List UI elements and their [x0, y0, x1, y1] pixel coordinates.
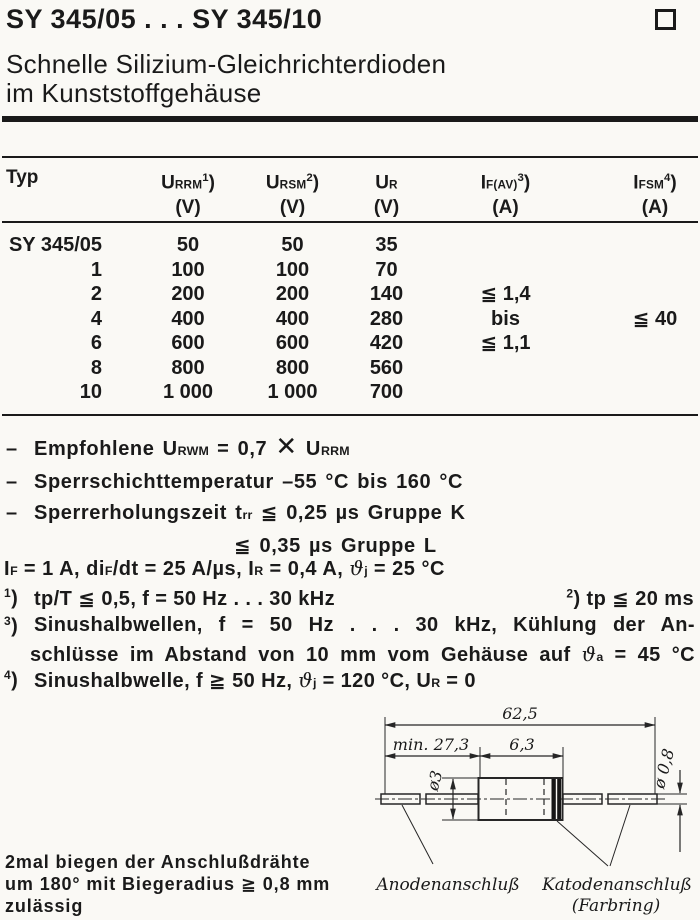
- footnote-marker: $^3$): [4, 614, 19, 638]
- cell-ursm: 200: [275, 283, 310, 305]
- cathode-band-leader-line: [557, 821, 608, 866]
- cell-ursm: 100: [275, 258, 310, 281]
- bend-note-line2: um 180° mit Biegeradius ≧ 0,8 mm: [5, 874, 331, 894]
- cell-ursm: 400: [275, 307, 310, 330]
- column-header-ursm: [250, 167, 335, 219]
- footnote-row-1-2: [4, 586, 694, 611]
- cell-ifsm: [565, 282, 700, 307]
- column-unit: (A): [641, 197, 669, 219]
- cell-ur: 420: [369, 332, 404, 354]
- note-junction-temperature: – Sperrschichttemperatur –55 °C bis 160 °C: [6, 467, 696, 498]
- dash-bullet: –: [6, 471, 18, 493]
- dimension-total-label: 62,5: [502, 704, 538, 723]
- cell-ur: 35: [375, 234, 398, 256]
- cell-ur: 560: [369, 356, 404, 379]
- cell-ur: 700: [369, 381, 404, 403]
- dash-bullet: –: [6, 502, 18, 524]
- thick-divider-rule: [2, 116, 698, 122]
- anode-label: Anodenanschluß: [376, 875, 520, 895]
- column-header-ur: [335, 167, 430, 219]
- cell-ursm: 800: [275, 356, 310, 379]
- cell-ifav: bis: [491, 307, 520, 330]
- cathode-lead-leader-line: [610, 805, 630, 866]
- cell-typ: 1: [90, 258, 102, 281]
- cell-typ: 2: [90, 283, 102, 305]
- dimension-body-dia-label: ø3: [422, 768, 447, 793]
- column-symbol: URRM$^1$): [161, 172, 215, 194]
- footnote-1: $^1$) tp/T ≦ 0,5, f = 50 Hz . . . 30 kHz: [4, 586, 336, 610]
- column-unit: (V): [373, 197, 400, 219]
- column-symbol: UR: [375, 172, 398, 194]
- bend-note-line3: zulässig: [5, 896, 84, 916]
- cell-typ: 8: [90, 356, 102, 379]
- note-recommended-urwm: – Empfohlene URWM = 0,7 ✕ URRM: [6, 431, 696, 467]
- corner-square-icon: [655, 9, 676, 30]
- notes-list: [6, 431, 696, 562]
- anode-leader-line: [402, 805, 433, 864]
- dash-bullet: –: [6, 438, 18, 460]
- subtitle-line1: Schnelle Silizium-Gleichrichterdioden: [6, 49, 447, 79]
- table-header-row: [0, 167, 700, 219]
- column-header-typ: Typ: [6, 167, 39, 188]
- cell-typ: 6: [90, 332, 102, 354]
- footnote-2: $^2$) tp ≦ 20 ms: [566, 586, 694, 610]
- dimension-lead-label: min. 27,3: [392, 735, 470, 754]
- cell-ursm: 1 000: [267, 381, 318, 403]
- page-title: SY 345/05 . . . SY 345/10: [6, 4, 323, 34]
- cell-typ: 4: [90, 307, 102, 330]
- cell-ifsm: [565, 356, 700, 381]
- cell-ifsm: [565, 258, 700, 283]
- table-body: [0, 233, 700, 405]
- table-top-rule: [2, 156, 698, 158]
- page-subtitle: [6, 50, 446, 108]
- table-bottom-rule: [2, 414, 698, 416]
- cell-ifsm: [565, 233, 700, 258]
- theta-symbol: ϑ: [298, 668, 313, 692]
- cell-ur: 70: [375, 258, 398, 281]
- cell-typ: 10: [79, 381, 102, 403]
- column-header-ifsm: [565, 167, 700, 219]
- footnote-3-line1: Sinushalbwellen, f = 50 Hz . . . 30 kHz, Kühlung der An-: [34, 614, 695, 636]
- cell-urrm: 1 000: [162, 381, 214, 403]
- cell-ifav: [430, 356, 565, 381]
- column-symbol: URSM$^2$): [265, 172, 320, 194]
- footnote-marker: $^1$): [4, 586, 19, 610]
- footnote-3-line2: schlüsse im Abstand von 10 mm vom Gehäuse auf ϑa = 45 °C: [30, 641, 695, 666]
- footnote-marker: $^4$): [4, 668, 19, 692]
- footnote-3: [4, 614, 695, 667]
- bend-note-line1: 2mal biegen der Anschlußdrähte: [5, 852, 311, 872]
- cell-urrm: 800: [171, 356, 205, 379]
- cathode-label: Katodenanschluß: [542, 875, 692, 895]
- cell-ifav: ≦ 1,1: [480, 332, 531, 354]
- lead-bend-note: [5, 851, 345, 917]
- cell-urrm: 200: [171, 283, 205, 305]
- package-outline-drawing: [330, 690, 700, 920]
- test-conditions-line: IF = 1 A, diF/dt = 25 A/µs, IR = 0,4 A, ϑj = 25 °C: [4, 556, 445, 580]
- cell-ifsm: [565, 331, 700, 356]
- column-unit: (A): [492, 197, 519, 219]
- column-header-ifav: [430, 167, 565, 219]
- column-symbol: IFSM$^4$): [633, 172, 677, 194]
- table-header-rule: [2, 221, 698, 223]
- column-unit: (V): [175, 197, 201, 219]
- cell-ifav: [430, 258, 565, 283]
- cell-ifav: [430, 233, 565, 258]
- cathode-label-farbring: (Farbring): [571, 896, 661, 916]
- footnote-4: $^4$) Sinushalbwelle, f ≧ 50 Hz, ϑj = 120 °C, UR = 0: [4, 668, 476, 692]
- cell-ursm: 50: [281, 234, 304, 256]
- cell-ursm: 600: [275, 332, 310, 354]
- cell-ifsm: ≦ 40: [632, 307, 678, 330]
- dimension-lead-dia-label: ø 0,8: [649, 746, 679, 791]
- theta-symbol: ϑ: [581, 641, 597, 666]
- cell-ur: 140: [369, 283, 404, 305]
- cell-ifav: [430, 380, 565, 405]
- cell-typ: SY 345/05: [8, 234, 102, 256]
- subtitle-line2: im Kunststoffgehäuse: [6, 78, 262, 108]
- cell-urrm: 100: [171, 258, 205, 281]
- column-unit: (V): [279, 197, 306, 219]
- cell-ur: 280: [369, 307, 404, 330]
- cell-urrm: 600: [171, 332, 205, 354]
- note-reverse-recovery: – Sperrerholungszeit trr ≦ 0,25 µs Gruppe K: [6, 498, 696, 531]
- cell-urrm: 400: [171, 307, 205, 330]
- note-reverse-recovery-group-l: ≦ 0,35 µs Gruppe L: [234, 535, 437, 557]
- column-symbol: IF(AV)$^3$): [480, 172, 531, 194]
- cell-ifav: ≦ 1,4: [480, 283, 531, 305]
- cell-urrm: 50: [176, 234, 200, 256]
- dimension-body-label: 6,3: [509, 735, 535, 754]
- multiply-icon: ✕: [275, 431, 298, 461]
- theta-symbol: ϑ: [349, 556, 365, 580]
- column-header-urrm: [110, 167, 250, 219]
- cell-ifsm: [565, 380, 700, 405]
